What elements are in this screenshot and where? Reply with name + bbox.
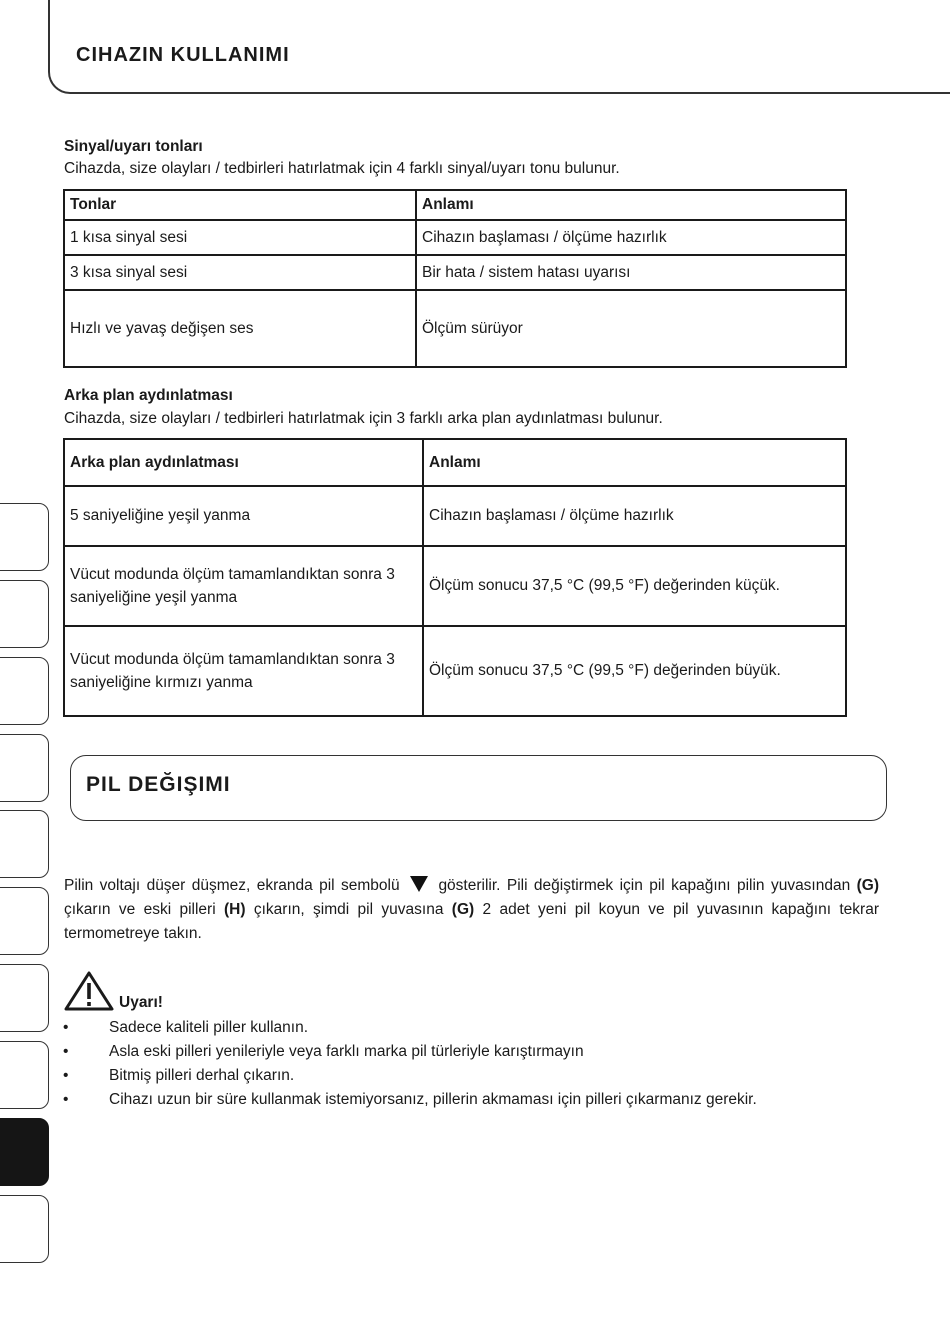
page-title: CIHAZIN KULLANIMI xyxy=(76,44,290,66)
list-item xyxy=(63,1016,757,1040)
list-item-text: Cihazı uzun bir süre kullanmak istemiyorsanız, pillerin akmaması için pilleri çıkarmanız gerekir. xyxy=(109,1091,757,1108)
paragraph-text: 2 adet yeni pil koyun ve pil yuvasının kapağını tekrar termometreye takın. xyxy=(64,901,879,942)
table-header-cell: Arka plan aydınlatması xyxy=(64,439,423,486)
table-cell: Bir hata / sistem hatası uyarısı xyxy=(416,255,846,290)
paragraph-text: çıkarın, şimdi pil yuvasına xyxy=(253,901,444,918)
warning-triangle-icon xyxy=(63,970,115,1017)
side-tab-4[interactable] xyxy=(0,734,49,802)
side-tab-5[interactable] xyxy=(0,810,49,878)
battery-paragraph xyxy=(64,874,879,946)
backlight-table xyxy=(63,438,847,717)
warning-list xyxy=(63,1016,757,1112)
table-header-cell: Anlamı xyxy=(416,190,846,220)
table-header-cell: Anlamı xyxy=(423,439,846,486)
table-header-row xyxy=(64,439,846,486)
table-cell: Ölçüm sürüyor xyxy=(416,290,846,367)
signals-table xyxy=(63,189,847,368)
table-cell: Cihazın başlaması / ölçüme hazırlık xyxy=(423,486,846,546)
table-cell: Cihazın başlaması / ölçüme hazırlık xyxy=(416,220,846,255)
side-tab-3[interactable] xyxy=(0,657,49,725)
table-header-cell: Tonlar xyxy=(64,190,416,220)
table-cell: Hızlı ve yavaş değişen ses xyxy=(64,290,416,367)
battery-section-title: PIL DEĞIŞIMI xyxy=(86,773,231,796)
signals-description: Cihazda, size olayları / tedbirleri hatırlatmak için 4 farklı sinyal/uyarı tonu bulunur. xyxy=(64,160,620,177)
side-tab-10[interactable] xyxy=(0,1195,49,1263)
paragraph-ref: (G) xyxy=(856,877,880,894)
list-item-text: Bitmiş pilleri derhal çıkarın. xyxy=(109,1067,295,1084)
list-item xyxy=(63,1064,757,1088)
table-row xyxy=(64,546,846,626)
down-triangle-icon xyxy=(410,876,428,892)
side-tab-7[interactable] xyxy=(0,964,49,1032)
side-tab-8[interactable] xyxy=(0,1041,49,1109)
signals-heading: Sinyal/uyarı tonları xyxy=(64,138,203,155)
paragraph-ref: (G) xyxy=(451,901,475,918)
table-cell: 1 kısa sinyal sesi xyxy=(64,220,416,255)
side-tab-2[interactable] xyxy=(0,580,49,648)
warning-label: Uyarı! xyxy=(119,994,163,1011)
paragraph-text: gösterilir. Pili değiştirmek için pil kapağını pilin yuvasından xyxy=(438,877,851,894)
side-tab-9-active[interactable] xyxy=(0,1118,49,1186)
table-row xyxy=(64,486,846,546)
list-item-text: Sadece kaliteli piller kullanın. xyxy=(109,1019,309,1036)
paragraph-text: çıkarın ve eski pilleri xyxy=(64,901,216,918)
table-cell: Vücut modunda ölçüm tamamlandıktan sonra 3 saniyeliğine kırmızı yanma xyxy=(64,626,423,716)
bullet-icon: • xyxy=(63,1043,69,1060)
table-row xyxy=(64,290,846,367)
backlight-description: Cihazda, size olayları / tedbirleri hatırlatmak için 3 farklı arka plan aydınlatması bulunur. xyxy=(64,410,663,427)
side-tab-6[interactable] xyxy=(0,887,49,955)
bullet-icon: • xyxy=(63,1067,69,1084)
bullet-icon: • xyxy=(63,1091,69,1108)
table-cell: Ölçüm sonucu 37,5 °C (99,5 °F) değerinden küçük. xyxy=(423,546,846,626)
list-item-text: Asla eski pilleri yenileriyle veya farklı marka pil türleriyle karıştırmayın xyxy=(109,1043,584,1060)
table-row xyxy=(64,220,846,255)
list-item xyxy=(63,1088,757,1112)
table-row xyxy=(64,255,846,290)
side-tab-1[interactable] xyxy=(0,503,49,571)
table-row xyxy=(64,626,846,716)
backlight-heading: Arka plan aydınlatması xyxy=(64,387,233,404)
table-cell: 5 saniyeliğine yeşil yanma xyxy=(64,486,423,546)
list-item xyxy=(63,1040,757,1064)
paragraph-ref: (H) xyxy=(224,901,246,918)
table-cell: Ölçüm sonucu 37,5 °C (99,5 °F) değerinden büyük. xyxy=(423,626,846,716)
bullet-icon: • xyxy=(63,1019,69,1036)
table-cell: 3 kısa sinyal sesi xyxy=(64,255,416,290)
table-header-row xyxy=(64,190,846,220)
table-cell: Vücut modunda ölçüm tamamlandıktan sonra 3 saniyeliğine yeşil yanma xyxy=(64,546,423,626)
paragraph-text: Pilin voltajı düşer düşmez, ekranda pil sembolü xyxy=(64,877,400,894)
